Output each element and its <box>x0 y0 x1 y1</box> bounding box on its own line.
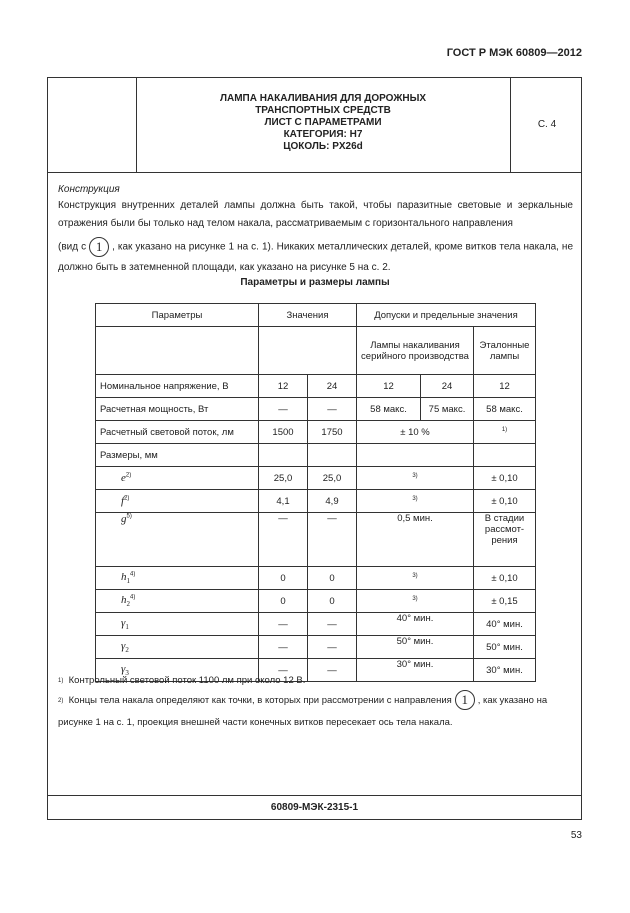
cell-text: 0 <box>280 595 286 607</box>
cell-text: ± 0,15 <box>491 595 518 607</box>
footnote-ref: 5) <box>126 513 132 520</box>
sheet-title <box>136 93 510 153</box>
header-serial: Лампы накаливания серийного производства <box>357 327 474 375</box>
paragraph <box>58 197 573 233</box>
cell-text: — <box>278 618 288 630</box>
cell-text: 30° мин. <box>486 664 523 676</box>
cell-text: — <box>278 403 288 415</box>
cell-text: Расчетный световой поток, лм <box>100 426 234 438</box>
serial-12v <box>357 398 421 421</box>
title-line: ТРАНСПОРТНЫХ СРЕДСТВ <box>255 105 391 116</box>
cell-text: 0 <box>280 572 286 584</box>
paragraph-text: Конструкция внутренних деталей лампы должна быть такой, чтобы паразитные световые и зеркальные отражения были бы только над телом накала, рассматриваемым с горизонтального направления <box>58 200 573 229</box>
cell-text: — <box>327 403 337 415</box>
reference-value <box>474 467 536 490</box>
cell-text: 0 <box>329 572 335 584</box>
table-row <box>96 444 536 467</box>
cell-text: 24 <box>441 380 453 392</box>
blank <box>96 327 259 375</box>
param-cell <box>96 590 259 613</box>
serial-tolerance <box>357 513 474 567</box>
header-values: Значения <box>259 304 357 327</box>
value-24v <box>308 444 357 467</box>
value-24v <box>308 636 357 659</box>
cell-text: Расчетная мощность, Вт <box>100 403 209 415</box>
cell-text: 3) <box>412 572 418 579</box>
value-12v <box>259 636 308 659</box>
param-cell <box>96 421 259 444</box>
cell-text: γ <box>121 662 126 675</box>
param-cell <box>96 636 259 659</box>
cell-text: 1750 <box>321 426 343 438</box>
cell-text: 1500 <box>272 426 294 438</box>
cell-text: 0,5 мин. <box>397 513 433 524</box>
cell-text: 30° мин. <box>396 659 434 670</box>
value-12v <box>259 590 308 613</box>
table-row <box>96 636 536 659</box>
cell-text: Номинальное напряжение, В <box>100 380 229 392</box>
value-24v <box>308 375 357 398</box>
reference-value <box>474 567 536 590</box>
cell-text: 25,0 <box>273 472 293 484</box>
cell-text: g <box>121 513 127 525</box>
reference-value <box>474 659 536 682</box>
footnote-text: , как указано на рисунке 1 на с. 1, проекция внешней части конечных витков пересекает ось тела накала. <box>58 695 548 728</box>
table-row <box>96 513 536 567</box>
param-cell <box>96 444 259 467</box>
header-tolerances: Допуски и предельные значения <box>357 304 536 327</box>
serial-12v <box>357 375 421 398</box>
cell-text: — <box>327 664 337 676</box>
page-number: 53 <box>570 830 582 841</box>
section-heading: Конструкция <box>58 184 120 195</box>
reference-value <box>474 636 536 659</box>
reference-value <box>474 398 536 421</box>
param-cell <box>96 398 259 421</box>
param-cell <box>96 490 259 513</box>
cell-text: ± 0,10 <box>491 472 518 484</box>
cell-text: 3) <box>412 495 418 502</box>
param-cell <box>96 375 259 398</box>
subscript: 1 <box>126 577 130 586</box>
paragraph-text: , как указано на рисунке 1 на с. 1). Никаких металлических деталей, кроме витков тела накала, не должно быть в затемненной площади, как указано на рисунке 5 на с. 2. <box>58 241 574 273</box>
cell-text: γ <box>121 616 126 629</box>
table-row <box>96 467 536 490</box>
blank <box>259 327 357 375</box>
reference-value <box>474 490 536 513</box>
cell-text: 40° мин. <box>396 613 434 624</box>
cell-text: ± 10 % <box>400 426 430 438</box>
value-12v <box>259 398 308 421</box>
serial-tolerance <box>357 613 474 636</box>
cell-text: 25,0 <box>322 472 342 484</box>
cell-text: — <box>278 513 288 524</box>
serial-tolerance <box>357 659 474 682</box>
serial-tolerance <box>357 467 474 490</box>
serial-24v <box>421 398 474 421</box>
table-row <box>96 375 536 398</box>
cell-text: 40° мин. <box>486 618 523 630</box>
value-12v <box>259 421 308 444</box>
table-row <box>96 590 536 613</box>
footnote-text: Концы тела накала определяют как точки, в которых при рассмотрении с направления <box>68 695 452 706</box>
value-24v <box>308 590 357 613</box>
table-row <box>96 567 536 590</box>
header-params: Параметры <box>96 304 259 327</box>
view-circle-icon: 1 <box>455 690 475 710</box>
footnote-ref: 2) <box>125 472 132 479</box>
value-24v <box>308 467 357 490</box>
paragraph <box>58 237 573 278</box>
table-row <box>96 398 536 421</box>
serial-tolerance <box>357 590 474 613</box>
serial-tolerance <box>357 636 474 659</box>
param-cell <box>96 513 259 567</box>
param-cell <box>96 467 259 490</box>
cell-text: 1) <box>501 426 508 433</box>
value-24v <box>308 613 357 636</box>
table-row <box>96 490 536 513</box>
cell-text: — <box>327 618 337 630</box>
cell-text: 4,9 <box>325 495 339 507</box>
value-12v <box>259 375 308 398</box>
view-circle-icon: 1 <box>89 237 109 257</box>
cell <box>357 444 474 467</box>
reference-value <box>474 590 536 613</box>
cell-text: f <box>121 495 125 507</box>
header-blank-cell <box>47 77 137 172</box>
cell-text: γ <box>121 639 126 652</box>
cell-text: 12 <box>499 380 510 392</box>
cell-text: 12 <box>383 380 394 392</box>
table-row <box>96 613 536 636</box>
title-line: ЛИСТ С ПАРАМЕТРАМИ <box>264 117 382 128</box>
footnote-mark: 2) <box>58 698 64 704</box>
standard-number: ГОСТ Р МЭК 60809—2012 <box>446 47 582 59</box>
footnote-ref: 4) <box>130 571 136 578</box>
value-12v <box>259 513 308 567</box>
cell-text: — <box>278 641 288 653</box>
serial-tolerance <box>357 490 474 513</box>
cell-text: 50° мин. <box>486 641 523 653</box>
cell-text: 24 <box>326 380 338 392</box>
cell-text: ± 0,10 <box>491 572 518 584</box>
cell-text: — <box>327 641 337 653</box>
cell-text: В стадии рассмот-рения <box>484 513 525 546</box>
cell-text: Размеры, мм <box>100 449 158 461</box>
subscript: 1 <box>125 623 129 632</box>
cell-text: h <box>121 570 127 583</box>
cell-text: 0 <box>329 595 335 607</box>
sheet-code: 60809-МЭК-2315-1 <box>47 795 582 820</box>
parameters-table <box>95 303 536 682</box>
value-12v <box>259 567 308 590</box>
param-cell <box>96 613 259 636</box>
cell-text: h <box>121 593 127 606</box>
cell-text: 75 макс. <box>428 403 466 415</box>
reference-value <box>474 613 536 636</box>
paragraph-text: (вид с <box>58 241 87 253</box>
reference-value <box>474 513 536 567</box>
value-12v <box>259 490 308 513</box>
cell-text: 50° мин. <box>396 636 434 647</box>
subscript: 2 <box>126 600 130 609</box>
value-24v <box>308 398 357 421</box>
title-line: ЛАМПА НАКАЛИВАНИЯ ДЛЯ ДОРОЖНЫХ <box>219 93 427 104</box>
subscript: 2 <box>125 646 129 655</box>
footnote-1 <box>58 670 305 692</box>
reference-value <box>474 444 536 467</box>
sheet-page: С. 4 <box>510 77 583 172</box>
reference-value <box>474 375 536 398</box>
footnote-2 <box>58 690 573 734</box>
title-line: КАТЕГОРИЯ: H7 <box>283 129 363 140</box>
cell-text: 4,1 <box>276 495 290 507</box>
value-24v <box>308 490 357 513</box>
construction-section <box>58 183 573 278</box>
cell-text: 58 макс. <box>370 403 407 415</box>
serial-tolerance <box>357 421 474 444</box>
serial-24v <box>421 375 474 398</box>
value-24v <box>308 659 357 682</box>
cell-text: — <box>327 513 337 524</box>
serial-tolerance <box>357 567 474 590</box>
value-24v <box>308 567 357 590</box>
value-12v <box>259 613 308 636</box>
table-title: Параметры и размеры лампы <box>240 277 390 288</box>
value-12v <box>259 444 308 467</box>
cell-text: 12 <box>277 380 289 392</box>
title-line: ЦОКОЛЬ: PX26d <box>283 141 363 152</box>
cell-text: 58 макс. <box>486 403 523 415</box>
cell-text: — <box>278 664 288 676</box>
header-reference: Эталонные лампы <box>474 327 536 375</box>
sheet-header <box>47 77 582 173</box>
cell-text: 3) <box>412 472 418 479</box>
footnote-mark: 1) <box>58 678 64 684</box>
footnote-ref: 2) <box>124 495 130 502</box>
footnote-ref: 4) <box>130 594 136 601</box>
value-12v <box>259 467 308 490</box>
cell-text: 3) <box>412 595 418 602</box>
cell-text: ± 0,10 <box>491 495 518 507</box>
cell-text: e <box>121 472 126 484</box>
value-24v <box>308 513 357 567</box>
value-24v <box>308 421 357 444</box>
table-row <box>96 421 536 444</box>
reference-value <box>474 421 536 444</box>
footnote-text: Контрольный световой поток 1100 лм при около 12 В. <box>68 675 306 686</box>
subscript: 3 <box>125 669 129 678</box>
param-cell <box>96 567 259 590</box>
